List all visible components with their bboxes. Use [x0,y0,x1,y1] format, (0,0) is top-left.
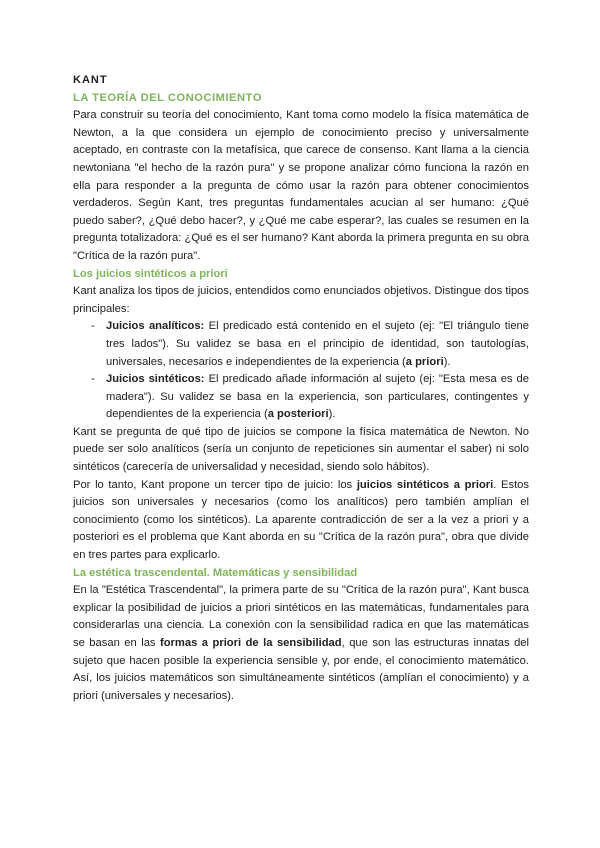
doc-author: KANT [73,74,108,86]
heading-juicios-sinteticos: Los juicios sintéticos a priori [73,267,228,280]
heading-estetica-trascendental: La estética trascendental. Matemáticas y sensibilidad [73,566,358,579]
end-sinteticos: ). [328,408,336,421]
heading-teoria-conocimiento: LA TEORÍA DEL CONOCIMIENTO [73,91,262,104]
estetica-pre: En la "Estética Trascendental", la primera parte de su "Crítica de la razón pura", Kant busca explicar la posibilidad de juicios a priori sintéticos en las matemáticas, fundamentales para considerarlas una ciencia. La conexión con la sensibilidad radica en que las matemáticas se basan en las [73,584,529,649]
tercer-bold: juicios sintéticos a priori [356,478,494,491]
list-item-analiticos [73,318,529,371]
estetica-bold: formas a priori de la sensibilidad [160,637,342,649]
estetica-paragraph [73,582,529,705]
term-sinteticos: Juicios sintéticos: [106,373,205,386]
tag-a-posteriori: a posteriori [267,408,329,421]
tercer-juicio-paragraph [73,477,529,565]
tercer-pre: Por lo tanto, Kant propone un tercer tipo de juicio: los [73,478,357,491]
list-item-sinteticos [73,371,529,424]
tercer-post: . Estos juicios son universales y necesarios (como los analíticos) pero también amplían el conocimiento (como los sintéticos). La aparente contradicción de ser a la vez a priori y a posteriori es el problema que Kant aborda en su "Crítica de la razón pura", obra que divide en tres partes para explicarlo. [73,478,529,562]
text-analiticos: El predicado está contenido en el sujeto (ej: "El triángulo tiene tres lados"). Su validez se basa en el principio de identidad, son tautologías, universales, necesarios e independientes de la experiencia ( [106,320,529,368]
juicios-list [73,318,529,424]
juicios-intro-paragraph: Kant analiza los tipos de juicios, entendidos como enunciados objetivos. Distingue dos tipos principales: [73,285,529,315]
bullet-dash: - [91,373,95,386]
newton-paragraph: Kant se pregunta de qué tipo de juicios se compone la física matemática de Newton. No puede ser solo analíticos (sería un conjunto de repeticiones sin aumentar el saber) ni solo sintéticos (carecería de universalidad y necesidad, siendo solo hábitos). [73,425,529,474]
tag-a-priori: a priori [405,355,444,368]
end-analiticos: ). [443,355,451,368]
document-body [73,72,529,705]
estetica-post: , que son las estructuras innatas del sujeto que hacen posible la experiencia sensible y, por ende, el conocimiento matemático. Así, los juicios matemáticos son simultáneamente sintéticos (amplían el conocimiento) y a priori (universales y necesarios). [73,637,529,702]
term-analiticos: Juicios analíticos: [106,320,205,333]
intro-paragraph: Para construir su teoría del conocimiento, Kant toma como modelo la física matemática de Newton, a la que considera un ejemplo de conocimiento preciso y universalmente aceptado, en contraste con la metafísica, que carece de consenso. Kant llama a la ciencia newtoniana "el hecho de la razón pura" y se propone analizar cómo funciona la razón en ella para responder a la pregunta de cómo usar la razón para obtener conocimientos verdaderos. Según Kant, tres preguntas fundamentales acucian al ser humano: ¿Qué puedo saber?, ¿Qué debo hacer?, y ¿Qué me cabe esperar?, las cuales se resumen en la pregunta totalizadora: ¿Qué es el ser humano? Kant aborda la primera pregunta en su obra "Crítica de la razón pura". [73,109,529,262]
bullet-dash: - [91,320,95,333]
text-sinteticos: El predicado añade información al sujeto (ej: "Esta mesa es de madera"). Su validez se basa en la experiencia, son particulares, contingentes y dependientes de la experiencia ( [106,373,529,421]
